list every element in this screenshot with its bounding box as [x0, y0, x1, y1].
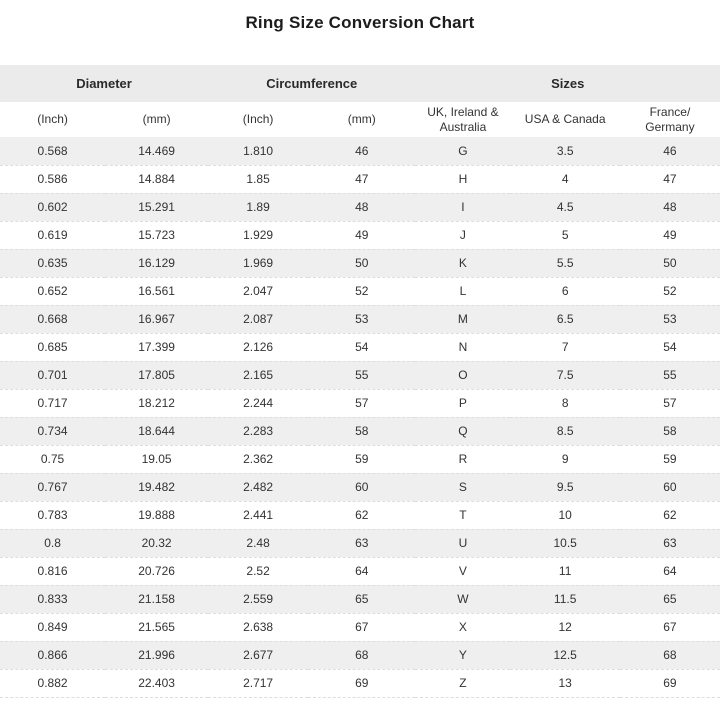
- table-cell: S: [458, 480, 467, 494]
- table-cell: 5: [561, 228, 569, 242]
- table-cell: 0.668: [37, 312, 68, 326]
- table-cell: 2.087: [243, 312, 274, 326]
- table-cell: 20.726: [138, 564, 175, 578]
- table-cell: R: [458, 452, 468, 466]
- table-cell: 60: [663, 480, 677, 494]
- table-cell: 9: [561, 452, 569, 466]
- table-cell: 0.685: [37, 340, 68, 354]
- table-cell: 10: [558, 508, 572, 522]
- table-header: [0, 65, 720, 137]
- table-row: [0, 137, 720, 165]
- table-cell: I: [461, 200, 465, 214]
- table-cell: 0.866: [37, 648, 68, 662]
- table-row: [0, 277, 720, 305]
- table-cell: 59: [355, 452, 369, 466]
- group-header-sizes: Sizes: [415, 65, 720, 102]
- table-row: [0, 193, 720, 221]
- table-cell: 64: [663, 564, 677, 578]
- table-cell: 49: [663, 228, 677, 242]
- table-row: [0, 529, 720, 557]
- table-row: [0, 305, 720, 333]
- table-cell: 7: [561, 340, 569, 354]
- table-cell: 59: [663, 452, 677, 466]
- table-cell: 65: [355, 592, 369, 606]
- table-cell: 10.5: [553, 536, 577, 550]
- table-cell: 14.469: [138, 143, 175, 158]
- table-cell: 21.996: [138, 648, 175, 662]
- table-cell: 0.783: [37, 508, 68, 522]
- table-cell: V: [458, 564, 467, 578]
- table-cell: 55: [355, 368, 369, 382]
- table-cell: 0.833: [37, 592, 68, 606]
- table-cell: L: [459, 284, 467, 298]
- column-header-circumference-inch: (Inch): [208, 102, 308, 137]
- table-cell: J: [459, 228, 466, 242]
- group-header-circumference: Circumference: [208, 65, 415, 102]
- table-cell: 46: [355, 143, 369, 158]
- table-cell: 49: [355, 228, 369, 242]
- column-header-uk-ireland-australia: UK, Ireland & Australia: [415, 102, 510, 137]
- table-row: [0, 165, 720, 193]
- table-cell: 2.677: [243, 648, 274, 662]
- table-body: [0, 137, 720, 697]
- table-cell: 47: [355, 172, 369, 186]
- table-cell: 17.399: [138, 340, 175, 354]
- table-cell: W: [457, 592, 469, 606]
- group-header-diameter: Diameter: [0, 65, 208, 102]
- table-cell: 58: [355, 424, 369, 438]
- table-cell: 67: [355, 620, 369, 634]
- table-cell: 57: [355, 396, 369, 410]
- table-cell: 5.5: [556, 256, 574, 270]
- page-title: Ring Size Conversion Chart: [245, 13, 475, 32]
- table-cell: 12: [558, 620, 572, 634]
- table-cell: U: [458, 536, 468, 550]
- group-header-row: [0, 65, 720, 102]
- table-cell: 2.283: [243, 424, 274, 438]
- table-cell: 53: [355, 312, 369, 326]
- table-cell: 16.561: [138, 284, 175, 298]
- table-cell: 0.586: [37, 172, 68, 186]
- table-cell: 16.129: [138, 256, 175, 270]
- table-cell: 60: [355, 480, 369, 494]
- table-cell: P: [458, 396, 467, 410]
- table-cell: 46: [663, 143, 677, 158]
- table-cell: 6.5: [556, 312, 574, 326]
- table-cell: 0.75: [40, 452, 65, 466]
- table-cell: 11.5: [553, 592, 577, 606]
- table-cell: 54: [355, 340, 369, 354]
- table-row: [0, 473, 720, 501]
- table-cell: 62: [663, 508, 677, 522]
- column-header-diameter-mm: (mm): [105, 102, 208, 137]
- table-cell: 19.05: [141, 452, 172, 466]
- table-cell: 50: [663, 256, 677, 270]
- table-cell: 18.212: [138, 396, 175, 410]
- table-cell: 2.047: [243, 284, 274, 298]
- table-row: [0, 501, 720, 529]
- table-cell: 2.165: [243, 368, 274, 382]
- table-cell: 11: [558, 564, 572, 578]
- table-row: [0, 389, 720, 417]
- table-cell: 2.126: [243, 340, 274, 354]
- table-cell: 62: [355, 508, 369, 522]
- table-row: [0, 417, 720, 445]
- table-cell: 52: [663, 284, 677, 298]
- column-header-usa-canada: USA & Canada: [510, 102, 619, 137]
- table-cell: T: [459, 508, 467, 522]
- table-cell: 21.158: [138, 592, 175, 606]
- table-cell: 0.8: [44, 536, 61, 550]
- table-cell: 0.882: [37, 676, 68, 690]
- table-cell: K: [458, 256, 467, 270]
- table-cell: 69: [663, 676, 677, 690]
- table-cell: N: [458, 340, 468, 354]
- table-cell: 15.723: [138, 228, 175, 242]
- table-cell: 0.602: [37, 200, 68, 214]
- table-cell: 65: [663, 592, 677, 606]
- table-cell: 19.482: [138, 480, 175, 494]
- table-cell: 0.619: [37, 228, 68, 242]
- table-cell: Z: [459, 676, 467, 690]
- table-cell: X: [458, 620, 467, 634]
- table-cell: 6: [561, 284, 569, 298]
- table-cell: 2.717: [243, 676, 274, 690]
- table-cell: 64: [355, 564, 369, 578]
- table-cell: 21.565: [138, 620, 175, 634]
- table-cell: 1.85: [246, 172, 270, 186]
- table-cell: 8.5: [556, 424, 574, 438]
- table-cell: 15.291: [138, 200, 175, 214]
- table-cell: 12.5: [553, 648, 577, 662]
- table-cell: 58: [663, 424, 677, 438]
- table-cell: 48: [663, 200, 677, 214]
- table-cell: 2.638: [243, 620, 274, 634]
- table-cell: 0.635: [37, 256, 68, 270]
- ring-size-conversion-table: [0, 65, 720, 698]
- table-cell: 2.244: [243, 396, 274, 410]
- table-row: [0, 361, 720, 389]
- table-row: [0, 641, 720, 669]
- table-row: [0, 445, 720, 473]
- table-cell: H: [458, 172, 468, 186]
- table-cell: 54: [663, 340, 677, 354]
- table-cell: 0.816: [37, 564, 68, 578]
- table-cell: 9.5: [556, 480, 574, 494]
- table-cell: 2.48: [246, 536, 270, 550]
- table-cell: 0.734: [37, 424, 68, 438]
- table-row: [0, 613, 720, 641]
- table-cell: 68: [355, 648, 369, 662]
- table-cell: 14.884: [138, 172, 175, 186]
- table-cell: 63: [355, 536, 369, 550]
- table-cell: 0.717: [37, 396, 68, 410]
- table-cell: 52: [355, 284, 369, 298]
- table-cell: 0.652: [37, 284, 68, 298]
- column-header-circumference-mm: (mm): [308, 102, 415, 137]
- table-cell: 8: [561, 396, 569, 410]
- table-cell: 0.701: [37, 368, 68, 382]
- table-cell: G: [458, 143, 468, 158]
- table-cell: 16.967: [138, 312, 175, 326]
- column-header-diameter-inch: (Inch): [0, 102, 105, 137]
- table-cell: 55: [663, 368, 677, 382]
- table-cell: 2.559: [243, 592, 274, 606]
- table-cell: 68: [663, 648, 677, 662]
- table-cell: 2.52: [246, 564, 270, 578]
- column-header-france-germany: France/ Germany: [620, 102, 720, 137]
- table-cell: 1.969: [243, 256, 274, 270]
- table-cell: 2.482: [243, 480, 274, 494]
- table-row: [0, 221, 720, 249]
- table-cell: O: [458, 368, 468, 382]
- table-cell: M: [457, 312, 468, 326]
- table-cell: 69: [355, 676, 369, 690]
- table-cell: 7.5: [556, 368, 574, 382]
- table-cell: 67: [663, 620, 677, 634]
- table-row: [0, 669, 720, 697]
- table-cell: 1.929: [243, 228, 274, 242]
- table-cell: 3.5: [556, 143, 574, 158]
- table-row: [0, 249, 720, 277]
- table-cell: 22.403: [138, 676, 175, 690]
- table-cell: 4: [561, 172, 569, 186]
- table-cell: Q: [458, 424, 468, 438]
- table-cell: 19.888: [138, 508, 175, 522]
- table-cell: 50: [355, 256, 369, 270]
- table-cell: 18.644: [138, 424, 175, 438]
- column-header-row: [0, 102, 720, 137]
- table-cell: 1.810: [243, 143, 274, 158]
- table-cell: 0.767: [37, 480, 68, 494]
- table-cell: 1.89: [246, 200, 270, 214]
- table-row: [0, 585, 720, 613]
- table-cell: 63: [663, 536, 677, 550]
- table-row: [0, 333, 720, 361]
- table-cell: 4.5: [556, 200, 574, 214]
- table-cell: 57: [663, 396, 677, 410]
- table-cell: 48: [355, 200, 369, 214]
- table-cell: 13: [558, 676, 572, 690]
- table-cell: 20.32: [141, 536, 172, 550]
- table-cell: 47: [663, 172, 677, 186]
- table-cell: 2.362: [243, 452, 274, 466]
- table-cell: Y: [458, 648, 467, 662]
- table-row: [0, 557, 720, 585]
- table-cell: 17.805: [138, 368, 175, 382]
- table-cell: 53: [663, 312, 677, 326]
- table-cell: 0.568: [37, 143, 68, 158]
- table-cell: 2.441: [243, 508, 274, 522]
- table-cell: 0.849: [37, 620, 68, 634]
